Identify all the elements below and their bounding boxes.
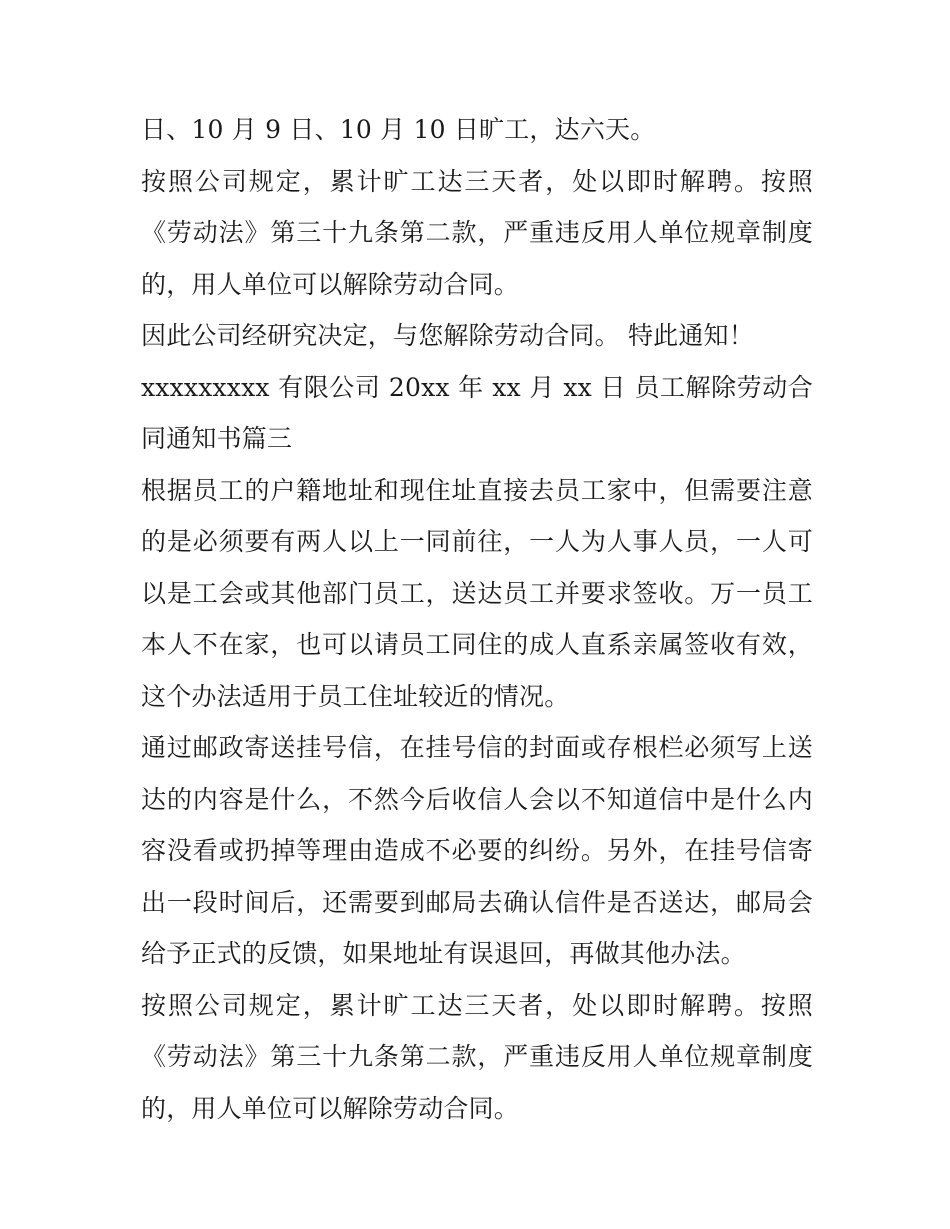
paragraph-continuation: 日、10 月 9 日、10 月 10 日旷工，达六天。 bbox=[141, 115, 656, 144]
document-body bbox=[141, 104, 813, 1134]
paragraph-home-delivery: 根据员工的户籍地址和现住址直接去员工家中，但需要注意的是必须要有两人以上一同前往，一人为人事人员，一人可以是工会或其他部门员工，送达员工并要求签收。万一员工本人不在家，也可以请员工同住的成人直系亲属签收有效，这个办法适用于员工住址较近的情况。 bbox=[141, 475, 813, 711]
paragraph-decision: 因此公司经研究决定，与您解除劳动合同。 特此通知！ bbox=[141, 321, 754, 350]
paragraph-registered-mail: 通过邮政寄送挂号信，在挂号信的封面或存根栏必须写上送达的内容是什么，不然今后收信人会以不知道信中是什么内容没看或扔掉等理由造成不必要的纠纷。另外，在挂号信寄出一段时间后，还需要到邮局去确认信件是否送达，邮局会给予正式的反馈，如果地址有误退回，再做其他办法。 bbox=[141, 733, 813, 968]
paragraph-company-rule-repeat: 按照公司规定，累计旷工达三天者，处以即时解聘。按照《劳动法》第三十九条第二款，严重违反用人单位规章制度的，用人单位可以解除劳动合同。 bbox=[141, 990, 813, 1123]
paragraph-company-rule: 按照公司规定，累计旷工达三天者，处以即时解聘。按照《劳动法》第三十九条第二款，严重违反用人单位规章制度的，用人单位可以解除劳动合同。 bbox=[141, 166, 813, 299]
paragraph-signature-title: xxxxxxxxx 有限公司 20xx 年 xx 月 xx 日 员工解除劳动合同通知书篇三 bbox=[141, 372, 813, 453]
